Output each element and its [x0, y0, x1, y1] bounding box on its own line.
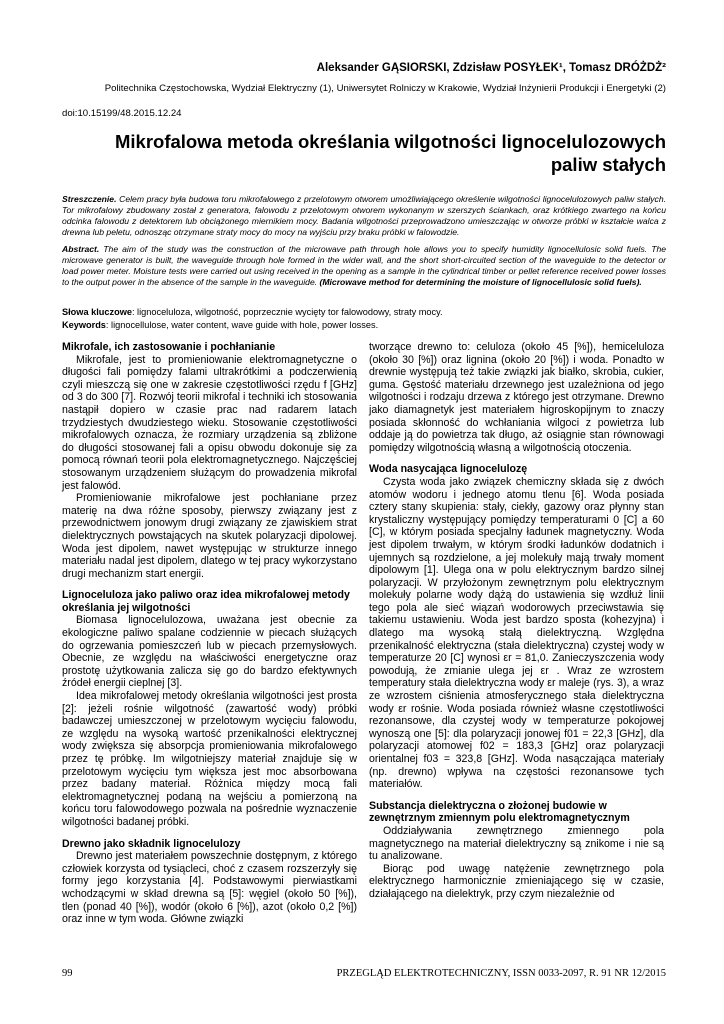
section-heading: Drewno jako składnik lignocelulozy: [62, 837, 241, 850]
section-heading: Lignoceluloza jako paliwo oraz idea mikrofalowej metody określania jej wilgotności: [62, 589, 350, 614]
paragraph: Biomasa lignocelulozowa, uważana jest obecnie za ekologiczne paliwo spalane codziennie w piecach służących do ogrzewania pomieszczeń lub w piecach przemysłowych. Obecnie, ze względu na właściwości energetyczne oraz prostotę użytkowania zalicza się go do bardzo efektywnych źródeł energii cieplnej [3].: [62, 614, 357, 690]
affiliation: Politechnika Częstochowska, Wydział Elektryczny (1), Uniwersytet Rolniczy w Krakowie, Wydział Inżynierii Produkcji i Energetyki (2): [104, 83, 666, 94]
title-line-1: Mikrofalowa metoda określania wilgotności lignocelulozowych: [115, 131, 666, 152]
left-column: [62, 341, 357, 926]
paper-title: [62, 130, 666, 176]
abstract: [62, 244, 666, 288]
abstract-label: Abstract.: [62, 244, 100, 254]
paragraph: Mikrofale, jest to promieniowanie elektromagnetyczne o długości fali pomiędzy falami ultrakrótkimi a podczerwienią czyli mieszczą się one w zakresie częstotliwości rzędu f [GHz] od 3 do 300 [7]. Rozwój teorii mikrofal i techniki ich stosowania nastąpił dopiero w czasie prac nad radarem latach trzydziestych dwudziestego wieku. Stosowanie częstotliwości mikrofalowych oznacza, że rozmiary urządzenia są zbliżone do długości stosowanej fali a opisu obwodu dokonuje się za pomocą równań teorii pola elektromagnetycznego. Najczęściej stosowanym urządzeniem służącym do prowadzenia mikrofal jest falowód.: [62, 353, 357, 492]
keywords-pl-text: : lignoceluloza, wilgotność, poprzecznie wycięty tor falowodowy, straty mocy.: [131, 307, 443, 317]
keywords-en: [62, 319, 666, 331]
section-heading: Substancja dielektryczna o złożonej budowie w zewnętrznym zmiennym polu elektromagnetycznym: [369, 799, 630, 825]
page-number: 99: [62, 968, 73, 979]
section-heading: Woda nasycająca lignocelulozę: [369, 463, 528, 476]
right-column: [369, 341, 664, 901]
journal-citation: PRZEGLĄD ELEKTROTECHNICZNY, ISSN 0033-2097, R. 91 NR 12/2015: [336, 968, 666, 979]
paragraph: Oddziaływania zewnętrznego zmiennego pola magnetycznego na materiał dielektryczny są znikome i nie są tu analizowane.: [369, 824, 664, 863]
paragraph: tworzące drewno to: celuloza (około 45 [%]), hemiceluloza (około 30 [%]) oraz lignina (około 20 [%]) i woda. Ponadto w drewnie występują też takie związki jak białko, skrobia, cukier, guma. Gęstość materiału drzewnego jest uzależniona od jego wilgotności i rodzaju drzewa z którego jest otrzymane. Drewno jako diamagnetyk jest materiałem higroskopijnym to znaczy posiada skłonność do wchłaniania wilgoci z powietrza lub oddaje ją do powietrza tak długo, aż osiągnie stan równowagi pomiędzy wilgotnością własną a wilgotnością otoczenia.: [369, 341, 664, 454]
abstract-text: The aim of the study was the construction of the microwave path through hole allows you to specify humidity lignocellulosic solid fuels. The microwave generator is built, the waveguide through hole formed in the wider wall, and the short short-circuited section of the waveguide to the detector or load power meter. Moisture tests were carried out using received in the opening as a sample in the cylindrical timber or pellet reference received power losses to the output power in the absence of the sample in the waveguide.: [62, 244, 666, 287]
paragraph: Promieniowanie mikrofalowe jest pochłaniane przez materię na dwa różne sposoby, pierwszy związany jest z przewodnictwem jonowym drugi związany ze zjawiskiem strat dielektrycznych powstających na skutek polaryzacji dipolowej. Woda jest dipolem, nawet występując w strukturze innego materiału nadal jest dipolem, dlatego w tej pracy wykorzystano drugi mechanizm start energii.: [62, 492, 357, 580]
keywords-en-label: Keywords: [62, 320, 106, 330]
abstract-title-en: (Microwave method for determining the moisture of lignocellulosic solid fuels).: [319, 277, 642, 287]
title-line-2: paliw stałych: [550, 154, 666, 175]
keywords-en-text: : lignocellulose, water content, wave guide with hole, power losses.: [105, 320, 379, 330]
paragraph: Idea mikrofalowej metody określania wilgotności jest prosta [2]: jeżeli rośnie wilgotność (zawartość wody) próbki badawczej umieszczonej w przelotowym wycięciu falowodu, ze względu na wysoką wartość przenikalności elektrycznej wody zwiększa się absorpcja promieniowania mikrofalowego przez tę próbkę. Im wilgotniejszy materiał znajduje się w przelotowym wycięciu tym większa jest moc absorbowana przez badany materiał. Różnica między mocą fali elektromagnetycznej podaną na wejściu a pomierzoną na końcu toru falowodowego pozwala na pośrednie wyznaczenie wilgotności badanej próbki.: [62, 690, 357, 828]
keywords-pl-label: Słowa kluczowe: [62, 307, 132, 317]
streszczenie-text: Celem pracy była budowa toru mikrofalowego z przelotowym otworem umożliwiającego określenie wilgotności lignocelulozowych paliw stałych. Tor mikrofalowy zbudowany został z generatora, falowodu z przelotowym otworem wykonanym w szerszych ściankach, oraz krótkiego zwartego na końcu odcinka falowodu z detektorem lub obciążonego miernikiem mocy. Badania wilgotności przeprowadzono umieszczając w otworze próbki w kształcie walca z drewna lub peletu, odnosząc otrzymane straty mocy do mocy na wyjściu przy braku próbki w falowodzie.: [62, 194, 666, 237]
doi: doi:10.15199/48.2015.12.24: [62, 108, 182, 119]
keywords-pl: [62, 306, 666, 318]
section-heading: Mikrofale, ich zastosowanie i pochłanianie: [62, 341, 276, 353]
paragraph: Czysta woda jako związek chemiczny składa się z dwóch atomów wodoru i jednego atomu tlenu [6]. Woda posiada cztery stany skupienia: stały, ciekły, gazowy oraz płynny stan krystaliczny występujący pomiędzy temperaturami 0 [C] a 60 [C], w którym posiada specjalny ładunek magnetyczny. Woda jest dipolem trwałym, w którym środki ładunków dodatnich i ujemnych są rozdzielone, a jej molekuły mają trwały moment dipolowym [1]. Ulega ona w polu elektrycznym bardzo silnej polaryzacji. W przyłożonym zewnętrznym polu elektrycznym molekuły polarne wody dążą do ustawienia się wzdłuż linii tego pola ale sieć wiązań wodorowych przeciwstawia się takiemu ustawieniu. Woda jest bardzo sposta (kohezyjna) i dlatego ma wysoką stałą dielektryczną. Względna przenikalność elektryczna (stała dielektryczna) czystej wody w temperaturze 20 [C] wynosi εr = 81,0. Zanieczyszczenia wody powodują, że zmianie ulega jej εr . Wraz ze wzrostem temperatury stała dielektryczna wody εr maleje (rys. 3), a wraz ze wzrostem ciśnienia atmosferycznego stała dielektryczna wody εr rośnie. Woda posiada również własne częstotliwości rezonansowe, dla czystej wody w temperaturze pokojowej wynoszą one [5]: dla polaryzacji jonowej f01 = 22,3 [GHz], dla polaryzacji atomowej f02 = 183,3 [GHz] oraz polaryzacji orientalnej f03 = 323,8 [GHz]. Woda nasączająca materiały (np. drewno) wpływa na częstości rezonansowe tych materiałów.: [369, 475, 664, 791]
paragraph: Drewno jest materiałem powszechnie dostępnym, z którego człowiek korzysta od tysiącleci, choć z czasem rozszerzyły się formy jego korzystania [4]. Podstawowymi pierwiastkami wchodzącymi w skład drewna są [5]: węgiel (około 50 [%]), tlen (ponad 40 [%]), wodór (około 6 [%]), azot (około 0,2 [%]) oraz inne w tym woda. Główne związki: [62, 850, 357, 926]
streszczenie: [62, 194, 666, 238]
authors: Aleksander GĄSIORSKI, Zdzisław POSYŁEK¹, Tomasz DRÓŻDŻ²: [316, 62, 666, 74]
paragraph: Biorąc pod uwagę natężenie zewnętrznego pola elektrycznego harmonicznie zmieniającego się w czasie, działającego na dielektryk, przy czym niezależnie od: [369, 862, 664, 900]
streszczenie-label: Streszczenie.: [62, 194, 117, 204]
